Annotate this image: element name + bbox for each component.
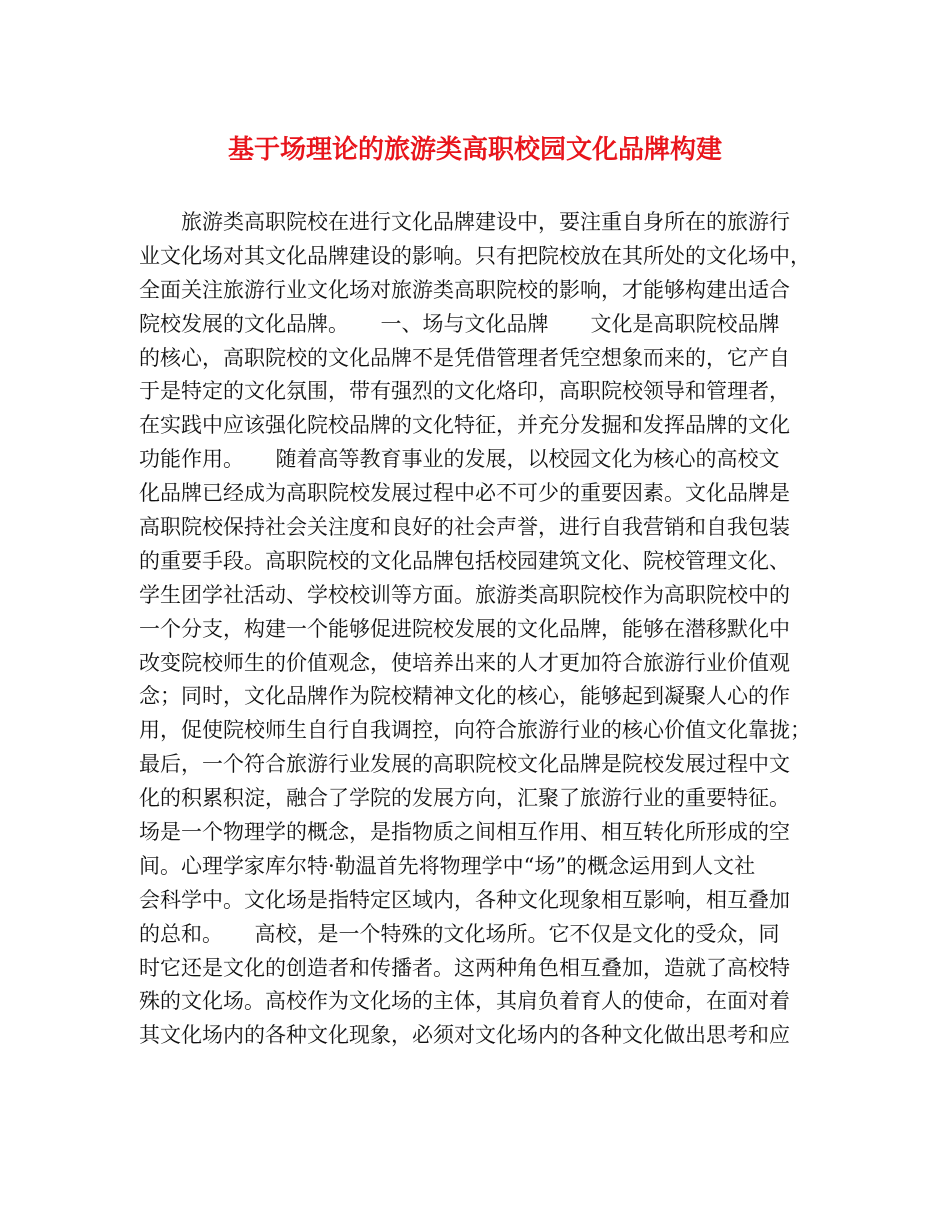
body-line: 间。心理学家库尔特·勒温首先将物理学中“场”的概念运用到人文社 — [139, 853, 756, 878]
body-line: 改变院校师生的价值观念，使培养出来的人才更加符合旅游行业价值观 — [139, 650, 790, 675]
body-line: 的重要手段。高职院校的文化品牌包括校园建筑文化、院校管理文化、 — [139, 548, 790, 573]
document-body — [139, 206, 829, 1053]
body-line: 的总和。 高校，是一个特殊的文化场所。它不仅是文化的受众，同 — [139, 921, 780, 946]
body-line: 念；同时，文化品牌作为院校精神文化的核心，能够起到凝聚人心的作 — [139, 684, 790, 709]
document-title: 基于场理论的旅游类高职校园文化品牌构建 — [227, 135, 722, 165]
body-line: 最后，一个符合旅游行业发展的高职院校文化品牌是院校发展过程中文 — [139, 752, 790, 777]
body-line: 于是特定的文化氛围，带有强烈的文化烙印，高职院校领导和管理者， — [139, 379, 790, 404]
body-line: 其文化场内的各种文化现象，必须对文化场内的各种文化做出思考和应 — [139, 1023, 790, 1048]
body-line: 化品牌已经成为高职院校发展过程中必不可少的重要因素。文化品牌是 — [139, 481, 790, 506]
body-line: 高职院校保持社会关注度和良好的社会声誉，进行自我营销和自我包装 — [139, 515, 790, 540]
body-line: 旅游类高职院校在进行文化品牌建设中，要注重自身所在的旅游行 — [181, 210, 790, 234]
body-line: 院校发展的文化品牌。 一、场与文化品牌 文化是高职院校品牌 — [139, 311, 780, 336]
body-line: 时它还是文化的创造者和传播者。这两种角色相互叠加，造就了高校特 — [139, 955, 790, 980]
body-line: 会科学中。文化场是指特定区域内，各种文化现象相互影响，相互叠加 — [139, 887, 790, 912]
body-line: 一个分支，构建一个能够促进院校发展的文化品牌，能够在潜移默化中 — [139, 616, 790, 641]
body-line: 全面关注旅游行业文化场对旅游类高职院校的影响，才能够构建出适合 — [139, 277, 790, 302]
body-line: 的核心，高职院校的文化品牌不是凭借管理者凭空想象而来的，它产自 — [139, 345, 790, 370]
body-line: 在实践中应该强化院校品牌的文化特征，并充分发掘和发挥品牌的文化 — [139, 413, 790, 438]
body-line: 业文化场对其文化品牌建设的影响。只有把院校放在其所处的文化场中， — [139, 243, 811, 268]
body-line: 用，促使院校师生自行自我调控，向符合旅游行业的核心价值文化靠拢； — [139, 718, 811, 743]
body-line: 场是一个物理学的概念，是指物质之间相互作用、相互转化所形成的空 — [139, 820, 790, 845]
body-line: 功能作用。 随着高等教育事业的发展，以校园文化为核心的高校文 — [139, 447, 780, 472]
body-line: 殊的文化场。高校作为文化场的主体，其肩负着育人的使命，在面对着 — [139, 989, 790, 1014]
body-line: 学生团学社活动、学校校训等方面。旅游类高职院校作为高职院校中的 — [139, 582, 790, 607]
body-line: 化的积累积淀，融合了学院的发展方向，汇聚了旅游行业的重要特征。 — [139, 786, 790, 811]
